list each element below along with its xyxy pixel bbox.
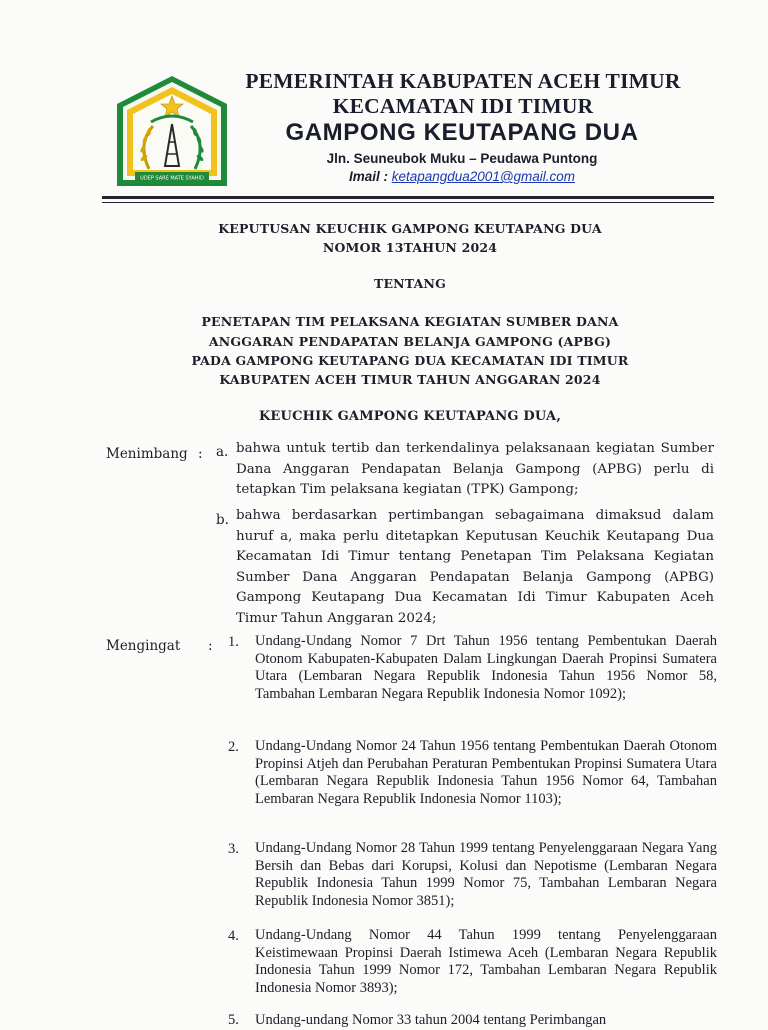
letterhead-divider-thin — [102, 202, 714, 203]
menimbang-item-letter: b. — [216, 512, 229, 528]
decree-tentang: TENTANG — [373, 276, 447, 291]
mengingat-item-number: 3. — [228, 841, 239, 857]
letterhead-address: Jln. Seuneubok Muku – Peudawa Puntong — [326, 151, 598, 166]
decree-subject-line: KABUPATEN ACEH TIMUR TAHUN ANGGARAN 2024 — [219, 372, 601, 387]
menimbang-colon: : — [198, 446, 203, 462]
letterhead-email-row — [250, 169, 674, 184]
mengingat-item: Undang-Undang Nomor 24 Tahun 1956 tentang Pembentukan Daerah Otonom Propinsi Atjeh dan Perubahan Peraturan Pembentukan Propinsi Sumatera Utara (Lembaran Negara Republik Indonesia Tahun 1956 Nomor 64, Tambahan Lembaran Negara Republik Indonesia Nomor 1103); — [255, 738, 717, 808]
decree-subject-line: ANGGARAN PENDAPATAN BELANJA GAMPONG (APBG) — [208, 334, 612, 349]
mengingat-item-number: 5. — [228, 1012, 239, 1028]
letterhead-district: KECAMATAN IDI TIMUR — [332, 94, 594, 118]
email-link[interactable]: ketapangdua2001@gmail.com — [391, 169, 576, 184]
mengingat-item: Undang-Undang Nomor 7 Drt Tahun 1956 tentang Pembentukan Daerah Otonom Kabupaten-Kabupaten Dalam Lingkungan Daerah Propinsi Sumatera Utara (Lembaran Negara Republik Indonesia Tahun 1956 Nomor 58, Tambahan Lembaran Negara Republik Indonesia Nomor 1092); — [255, 633, 717, 703]
letterhead-village: GAMPONG KEUTAPANG DUA — [285, 119, 639, 146]
mengingat-item-cut: Undang-undang Nomor 33 tahun 2004 tentang Perimbangan — [255, 1012, 607, 1028]
decree-title: KEPUTUSAN KEUCHIK GAMPONG KEUTAPANG DUA — [218, 221, 602, 236]
mengingat-label: Mengingat — [106, 638, 181, 654]
svg-text:UDEP SARE MATE SYAHID: UDEP SARE MATE SYAHID — [140, 175, 204, 182]
email-label: Imail : — [348, 169, 392, 184]
menimbang-item-a: bahwa untuk tertib dan terkendalinya pelaksanaan kegiatan Sumber Dana Anggaran Pendapatan Belanja Gampong (APBG) perlu di tetapkan Tim pelaksana kegiatan (TPK) Gampong; — [236, 441, 714, 497]
mengingat-item-number: 1. — [228, 634, 239, 650]
letterhead-government: PEMERINTAH KABUPATEN ACEH TIMUR — [245, 69, 681, 93]
decree-subject-line: PADA GAMPONG KEUTAPANG DUA KECAMATAN IDI TIMUR — [191, 353, 629, 368]
letterhead-divider-thick — [102, 196, 714, 199]
mengingat-item: Undang-Undang Nomor 44 Tahun 1999 tentang Penyelenggaraan Keistimewaan Propinsi Daerah Istimewa Aceh (Lembaran Negara Republik Indonesia Tahun 1999 Nomor 172, Tambahan Lembaran Negara Republik Indonesia Nomor 3893); — [255, 927, 717, 997]
mengingat-item: Undang-Undang Nomor 28 Tahun 1999 tentang Penyelenggaraan Negara Yang Bersih dan Bebas dari Korupsi, Kolusi dan Nepotisme (Lembaran Negara Republik Indonesia Tahun 1999 Nomor 75, Tambahan Lembaran Negara Republik Indonesia Nomor 3851); — [255, 840, 717, 910]
mengingat-item-number: 2. — [228, 739, 239, 755]
decree-subject-line: PENETAPAN TIM PELAKSANA KEGIATAN SUMBER DANA — [201, 314, 619, 329]
decree-issuer: KEUCHIK GAMPONG KEUTAPANG DUA, — [258, 409, 562, 424]
menimbang-item-b: bahwa berdasarkan pertimbangan sebagaimana dimaksud dalam huruf a, maka perlu ditetapkan Keputusan Keuchik Keutapang Dua Kecamatan Idi Timur tentang Penetapan Tim Pelaksana Kegiatan Sumber Dana Anggaran Pendapatan Belanja Gampong (APBG) Gampong Keutapang Dua Kecamatan Idi Timur Kabupaten Aceh Timur Tahun Anggaran 2024; — [236, 508, 714, 626]
menimbang-label: Menimbang — [106, 446, 188, 462]
mengingat-item-number: 4. — [228, 928, 239, 944]
gampong-emblem-logo — [113, 74, 231, 190]
menimbang-item-letter: a. — [216, 444, 229, 460]
mengingat-colon: : — [208, 638, 213, 654]
decree-number: NOMOR 13TAHUN 2024 — [322, 240, 498, 255]
